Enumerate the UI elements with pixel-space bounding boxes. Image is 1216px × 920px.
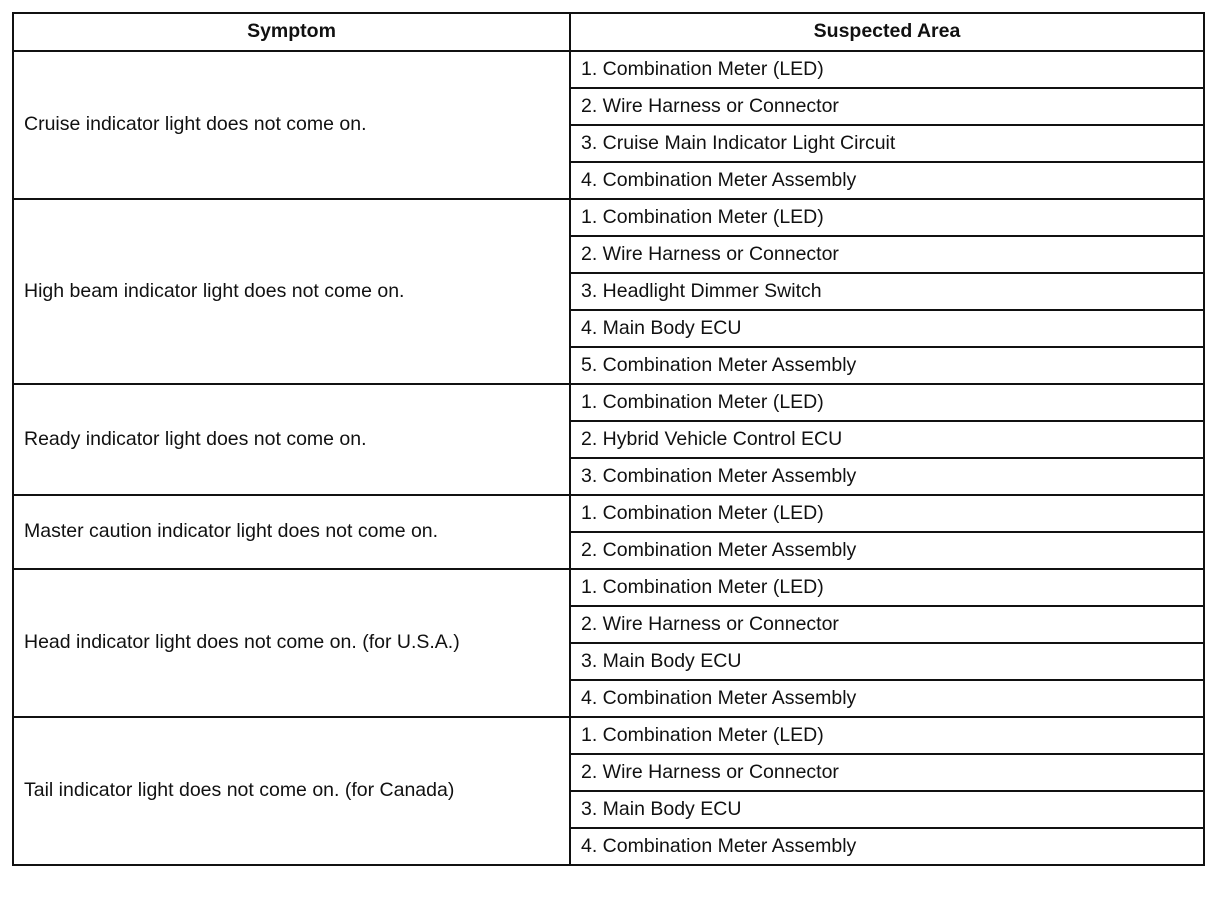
suspected-area-cell: 3. Headlight Dimmer Switch xyxy=(570,273,1204,310)
suspected-area-cell: 1. Combination Meter (LED) xyxy=(570,717,1204,754)
header-row xyxy=(13,13,1204,51)
symptom-cell: Tail indicator light does not come on. (for Canada) xyxy=(13,717,570,865)
symptom-table-container xyxy=(12,12,1203,866)
symptom-table xyxy=(12,12,1205,866)
suspected-area-cell: 4. Main Body ECU xyxy=(570,310,1204,347)
suspected-area-cell: 1. Combination Meter (LED) xyxy=(570,495,1204,532)
suspected-area-cell: 2. Hybrid Vehicle Control ECU xyxy=(570,421,1204,458)
suspected-area-cell: 2. Wire Harness or Connector xyxy=(570,606,1204,643)
suspected-area-cell: 4. Combination Meter Assembly xyxy=(570,828,1204,865)
suspected-area-column-header: Suspected Area xyxy=(570,13,1204,51)
suspected-area-cell: 2. Wire Harness or Connector xyxy=(570,236,1204,273)
suspected-area-cell: 4. Combination Meter Assembly xyxy=(570,162,1204,199)
suspected-area-cell: 3. Cruise Main Indicator Light Circuit xyxy=(570,125,1204,162)
suspected-area-cell: 2. Wire Harness or Connector xyxy=(570,754,1204,791)
table-row xyxy=(13,51,1204,88)
symptom-cell: Cruise indicator light does not come on. xyxy=(13,51,570,199)
suspected-area-cell: 3. Main Body ECU xyxy=(570,643,1204,680)
table-body xyxy=(13,51,1204,865)
suspected-area-cell: 2. Combination Meter Assembly xyxy=(570,532,1204,569)
table-row xyxy=(13,569,1204,606)
symptom-column-header: Symptom xyxy=(13,13,570,51)
table-header xyxy=(13,13,1204,51)
suspected-area-cell: 3. Main Body ECU xyxy=(570,791,1204,828)
symptom-cell: Ready indicator light does not come on. xyxy=(13,384,570,495)
symptom-cell: Master caution indicator light does not come on. xyxy=(13,495,570,569)
suspected-area-cell: 3. Combination Meter Assembly xyxy=(570,458,1204,495)
table-row xyxy=(13,199,1204,236)
suspected-area-cell: 2. Wire Harness or Connector xyxy=(570,88,1204,125)
symptom-cell: Head indicator light does not come on. (for U.S.A.) xyxy=(13,569,570,717)
symptom-cell: High beam indicator light does not come on. xyxy=(13,199,570,384)
table-row xyxy=(13,384,1204,421)
suspected-area-cell: 5. Combination Meter Assembly xyxy=(570,347,1204,384)
table-row xyxy=(13,717,1204,754)
suspected-area-cell: 1. Combination Meter (LED) xyxy=(570,384,1204,421)
suspected-area-cell: 1. Combination Meter (LED) xyxy=(570,51,1204,88)
suspected-area-cell: 1. Combination Meter (LED) xyxy=(570,199,1204,236)
table-row xyxy=(13,495,1204,532)
suspected-area-cell: 4. Combination Meter Assembly xyxy=(570,680,1204,717)
suspected-area-cell: 1. Combination Meter (LED) xyxy=(570,569,1204,606)
